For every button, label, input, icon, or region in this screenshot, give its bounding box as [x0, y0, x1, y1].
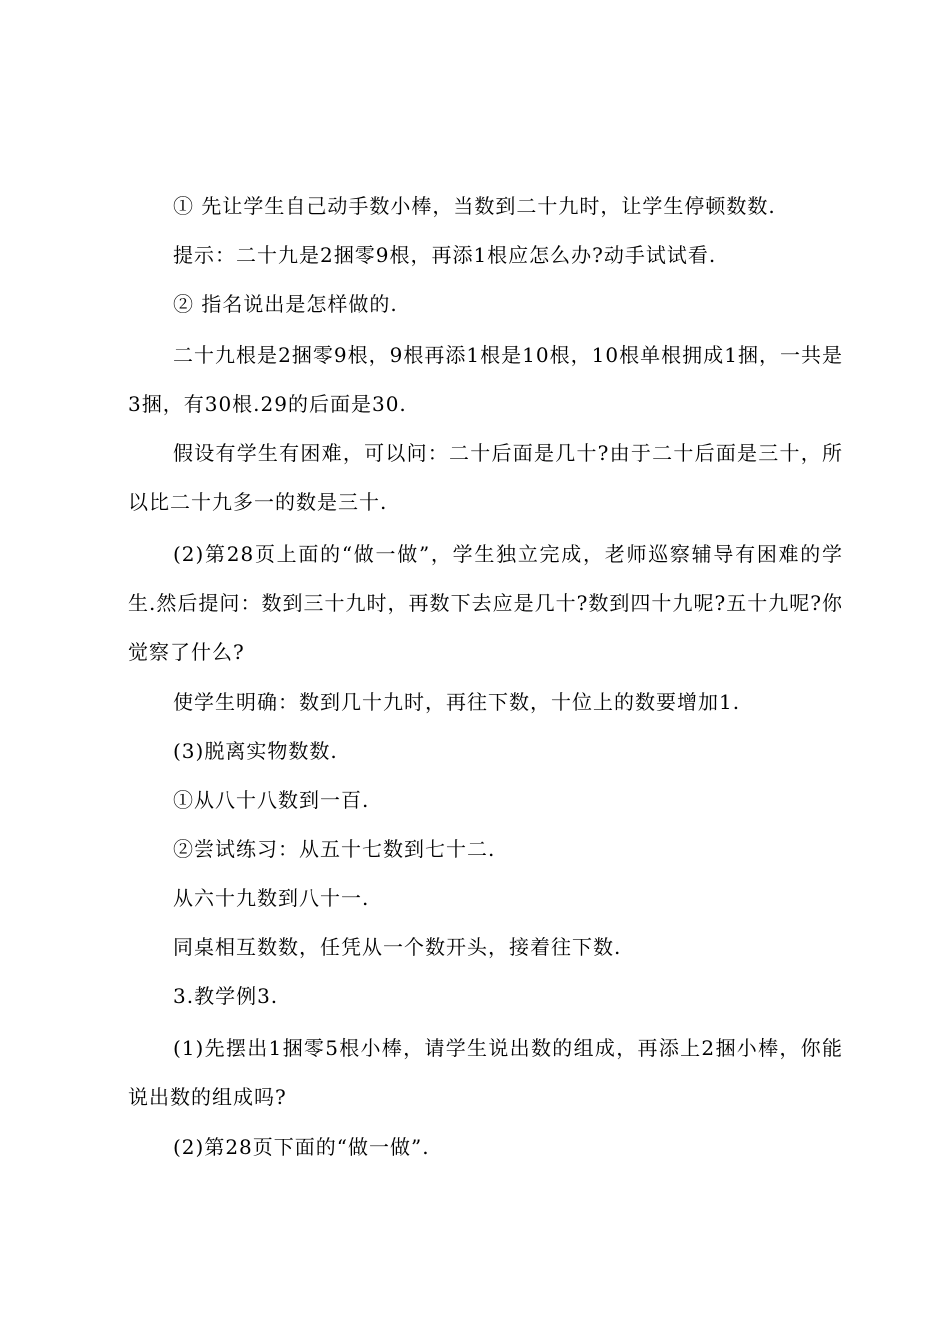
paragraph-14: (1)先摆出1捆零5根小棒，请学生说出数的组成，再添上2捆小棒，你能说出数的组成吗? — [128, 1036, 843, 1109]
paragraph-15: (2)第28页下面的“做一做”. — [173, 1135, 430, 1159]
paragraph-7: 使学生明确：数到几十九时，再往下数，十位上的数要增加1. — [173, 690, 741, 714]
paragraph-6: (2)第28页上面的“做一做”，学生独立完成，老师巡察辅导有困难的学生.然后提问：数到三十九时，再数下去应是几十?数到四十九呢?五十九呢?你觉察了什么? — [128, 542, 843, 664]
paragraph-12: 同桌相互数数，任凭从一个数开头，接着往下数. — [173, 935, 622, 959]
paragraph-4: 二十九根是2捆零9根，9根再添1根是10根，10根单根拥成1捆，一共是3捆，有30根.29的后面是30. — [128, 343, 843, 416]
paragraph-5: 假设有学生有困难，可以问：二十后面是几十?由于二十后面是三十，所以比二十九多一的数是三十. — [128, 441, 843, 514]
paragraph-1: ① 先让学生自己动手数小棒，当数到二十九时，让学生停顿数数. — [173, 194, 776, 218]
paragraph-10: ②尝试练习：从五十七数到七十二. — [173, 837, 496, 861]
paragraph-11: 从六十九数到八十一. — [173, 886, 370, 910]
paragraph-3: ② 指名说出是怎样做的. — [173, 292, 398, 316]
paragraph-2: 提示：二十九是2捆零9根，再添1根应怎么办?动手试试看. — [173, 243, 717, 267]
paragraph-9: ①从八十八数到一百. — [173, 788, 370, 812]
paragraph-8: (3)脱离实物数数. — [173, 739, 338, 763]
paragraph-13: 3.教学例3. — [173, 984, 279, 1008]
